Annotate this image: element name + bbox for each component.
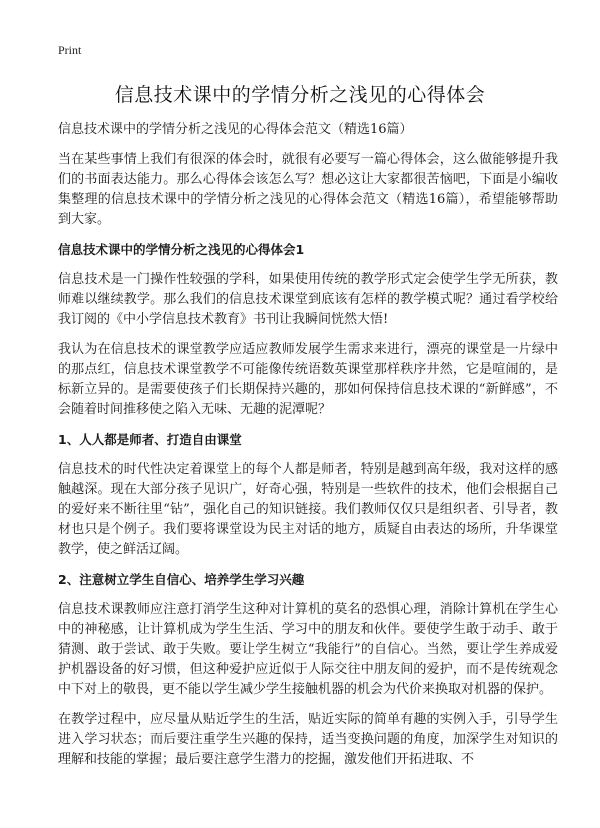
subheading-1: 1、人人都是师者、打造自由课堂: [58, 432, 242, 447]
paragraph: 信息技术的时代性决定着课堂上的每个人都是师者，特别是越到高年级，我对这样的感触越深。现在大部分孩子见识广，好奇心强，特别是一些软件的技术，他们会根据自己的爱好来不断往里“钻”，强化自己的知识链接。我们教师仅仅只是组织者、引导者，教材也只是个例子。我们要将课堂设为民主对话的地方，质疑自由表达的场所，升华课堂教学，使之鲜活辽阔。: [58, 462, 558, 557]
paragraph: 信息技术是一门操作性较强的学科，如果使用传统的教学形式定会使学生学无所获，教师难以继续教学。那么我们的信息技术课堂到底该有怎样的教学模式呢？通过看学校给我订阅的《中小学信息技术教育》书刊让我瞬间恍然大悟!: [58, 272, 558, 327]
paragraph: 我认为在信息技术的课堂教学应适应教师发展学生需求来进行，漂亮的课堂是一片绿中的那点红，信息技术课堂教学不可能像传统语数英课堂那样秩序井然，它是喧闹的，是标新立异的。是需要使孩子们长期保持兴趣的，那如何保持信息技术课的“新鲜感”，不会随着时间推移使之陷入无味、无趣的泥潭呢？: [58, 342, 558, 417]
section-heading: 信息技术课中的学情分析之浅见的心得体会1: [58, 242, 305, 257]
page-title: 信息技术课中的学情分析之浅见的心得体会: [114, 84, 486, 106]
paragraph: 在教学过程中，应尽量从贴近学生的生活，贴近实际的简单有趣的实例入手，引导学生进入学习状态；而后要注重学生兴趣的保持，适当变换问题的角度，加深学生对知识的理解和技能的掌握；最后要注意学生潜力的挖掘，激发他们开拓进取、不: [58, 712, 558, 767]
paragraph: 信息技术课教师应注意打消学生这种对计算机的莫名的恐惧心理，消除计算机在学生心中的神秘感，让计算机成为学生生活、学习中的朋友和伙伴。要使学生敢于动手、敢于猜测、敢于尝试、敢于失败。要让学生树立“我能行”的自信心。当然，要让学生养成爱护机器设备的好习惯，但这种爱护应近似于人际交往中朋友间的爱护，而不是传统观念中下对上的敬畏，更不能以学生减少学生接触机器的机会为代价来换取对机器的保护。: [58, 602, 558, 697]
article-body: [58, 120, 558, 780]
intro-paragraph: 当在某些事情上我们有很深的体会时，就很有必要写一篇心得体会，这么做能够提升我们的书面表达能力。那么心得体会该怎么写？想必这让大家都很苦恼吧，下面是小编收集整理的信息技术课中的学情分析之浅见的心得体会范文（精选16篇），希望能够帮助到大家。: [58, 152, 558, 227]
article-subtitle: 信息技术课中的学情分析之浅见的心得体会范文（精选16篇）: [58, 122, 413, 137]
print-link[interactable]: Print: [58, 43, 82, 57]
subheading-2: 2、注意树立学生自信心、培养学生学习兴趣: [58, 572, 305, 587]
